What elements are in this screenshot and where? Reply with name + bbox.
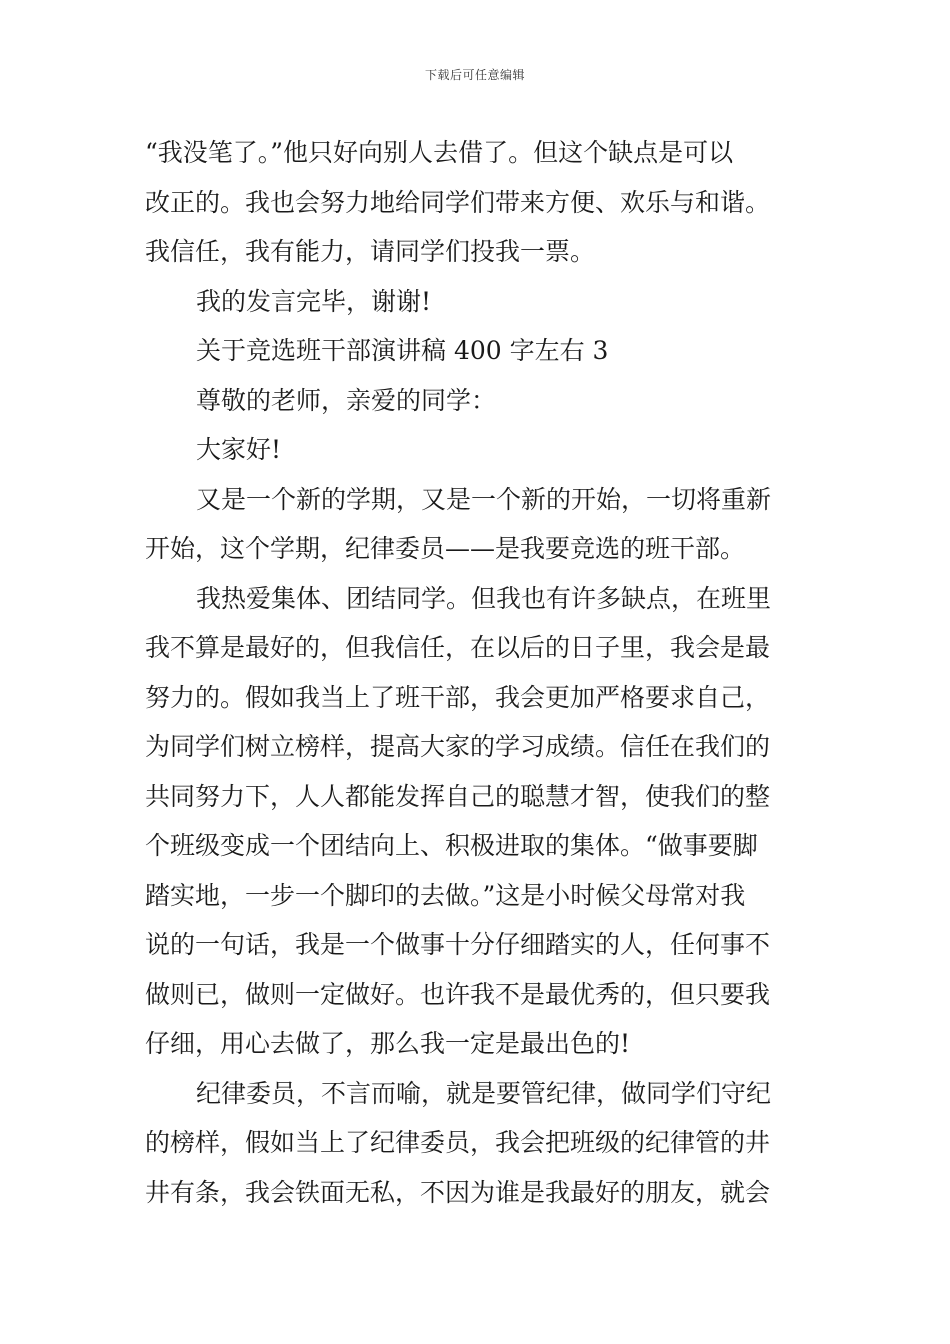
section-title: 关于竞选班干部演讲稿 400 字左右 3 xyxy=(196,336,609,365)
greeting: 大家好! xyxy=(196,435,282,464)
page-header: 下载后可任意编辑 xyxy=(424,68,525,82)
text-line: 共同努力下，人人都能发挥自己的聪慧才智，使我们的整 xyxy=(145,781,771,811)
salutation: 尊敬的老师，亲爱的同学： xyxy=(196,385,497,415)
text-line: 我的发言完毕，谢谢! xyxy=(196,286,432,316)
text-line: 做则已，做则一定做好。也许我不是最优秀的，但只要我 xyxy=(145,979,771,1009)
text-line: 我热爱集体、团结同学。但我也有许多缺点，在班里 xyxy=(196,583,772,613)
text-line: 踏实地，一步一个脚印的去做。”这是小时候父母常对我 xyxy=(145,880,746,910)
text-line: 纪律委员，不言而喻，就是要管纪律，做同学们守纪 xyxy=(196,1078,772,1108)
text-line: 个班级变成一个团结向上、积极进取的集体。“做事要脚 xyxy=(145,831,758,860)
text-line: 又是一个新的学期，又是一个新的开始，一切将重新 xyxy=(196,484,772,514)
document-body xyxy=(145,128,810,1217)
text-line: 仔细，用心去做了，那么我一定是最出色的! xyxy=(145,1029,631,1058)
text-line: 井有条，我会铁面无私，不因为谁是我最好的朋友，就会 xyxy=(145,1177,771,1207)
text-line: 说的一句话，我是一个做事十分仔细踏实的人，任何事不 xyxy=(145,930,771,959)
text-line: 改正的。我也会努力地给同学们带来方便、欢乐与和谐。 xyxy=(145,187,771,217)
text-line: 我不算是最好的，但我信任，在以后的日子里，我会是最 xyxy=(145,633,771,662)
text-line: 的榜样，假如当上了纪律委员，我会把班级的纪律管的井 xyxy=(145,1128,771,1157)
text-line: 开始，这个学期，纪律委员——是我要竞选的班干部。 xyxy=(145,534,746,563)
text-line: 为同学们树立榜样，提高大家的学习成绩。信任在我们的 xyxy=(145,732,771,761)
text-line: “我没笔了。”他只好向别人去借了。但这个缺点是可以 xyxy=(145,138,734,167)
text-line: 我信任，我有能力，请同学们投我一票。 xyxy=(145,237,596,266)
text-line: 努力的。假如我当上了班干部，我会更加严格要求自己， xyxy=(145,682,771,712)
